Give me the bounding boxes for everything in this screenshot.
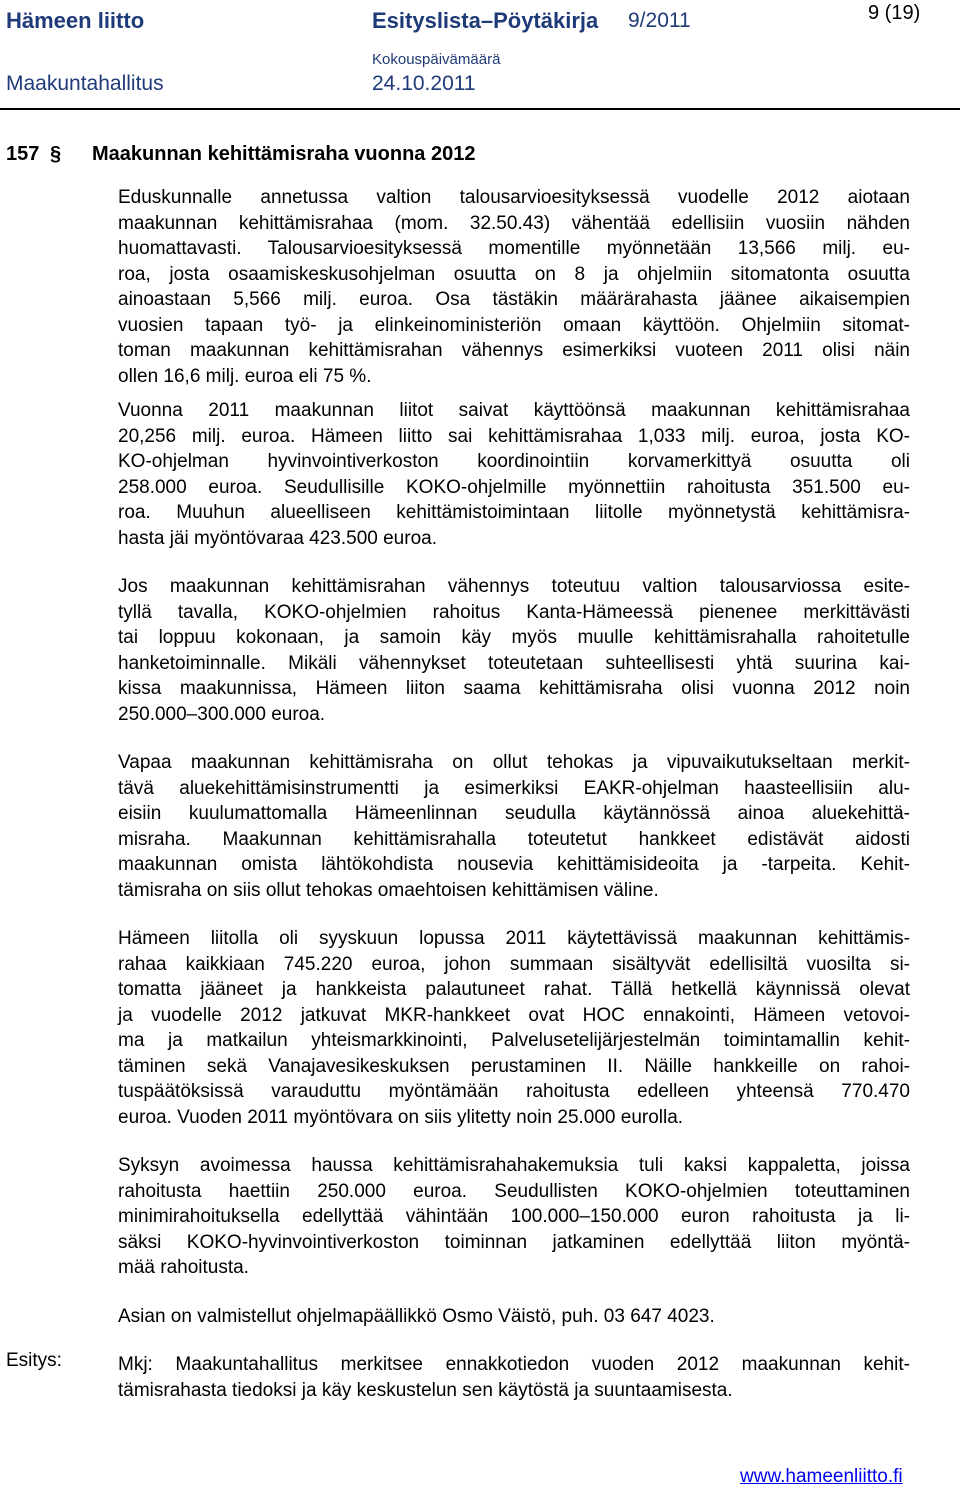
text-line: rahoitusta haettiin 250.000 euroa. Seudullisten KOKO-ohjelmien toteuttaminen: [118, 1180, 910, 1202]
text-line: maakunnan omista lähtökohdista nousevia kehittämisideoita ja -tarpeita. Kehit-: [118, 854, 910, 875]
paragraph-4: [118, 750, 910, 903]
text-line: ollen 16,6 milj. euroa eli 75 %.: [118, 365, 372, 387]
text-line: tämisraha on siis ollut tehokas omaehtoisen kehittämisen väline.: [118, 879, 659, 901]
text-line: maakunnan kehittämisrahaa (mom. 32.50.43) vähentää edellisiin vuosiin nähden: [118, 212, 910, 234]
paragraph-5: [118, 926, 910, 1130]
esitys-label: Esitys:: [6, 1350, 62, 1371]
text-line: tai loppuu kokonaan, ja samoin käy myös muulle kehittämisrahalla rahoitetulle: [118, 627, 910, 648]
text-line: misraha. Maakunnan kehittämisrahalla toteutetut hankkeet edistävät aidosti: [118, 828, 910, 850]
text-line: täminen sekä Vanajavesikeskuksen perustaminen II. Näille hankkeille on rahoi-: [118, 1055, 910, 1077]
text-line: Mkj: Maakuntahallitus merkitsee ennakkotiedon vuoden 2012 maakunnan kehit-: [118, 1354, 910, 1375]
text-line: ma ja matkailun yhteismarkkinointi, Palvelusetelijärjestelmän toimintamallin kehit-: [118, 1030, 910, 1051]
text-line: eisiin kuulumattomalla Hämeenlinnan seudulla käytännössä ainoa aluekehittä-: [118, 803, 910, 824]
section-number: 157: [6, 143, 40, 165]
page-number: 9 (19): [868, 2, 921, 24]
text-line: roa. Muuhun alueelliseen kehittämistoimintaan liitolle myönnetystä kehittämisra-: [118, 502, 910, 523]
text-line: minimirahoituksella edellyttää vähintään 100.000–150.000 euron rahoitusta ja li-: [118, 1206, 910, 1227]
text-line: roa, josta osaamiskeskusohjelman osuutta on 8 ja ohjelmiin sitomatonta osuutta: [118, 263, 910, 285]
text-line: 258.000 euroa. Seudullisille KOKO-ohjelmille myönnettiin rahoitusta 351.500 eu-: [118, 476, 910, 498]
text-line: tämisrahasta tiedoksi ja käy keskustelun sen käytöstä ja suuntaamisesta.: [118, 1379, 733, 1401]
text-line: huomattavasti. Talousarvioesityksessä momentille myönnetään 13,566 milj. eu-: [118, 238, 910, 259]
meeting-date: 24.10.2011: [372, 72, 476, 95]
text-line: hanketoiminnalle. Mikäli vähennykset toteutetaan suhteellisesti yhtä suurina kai-: [118, 652, 910, 674]
text-line: tomatta jääneet ja hankkeista palautuneet rahat. Tällä hetkellä käynnissä olevat: [118, 979, 910, 1000]
body-text: [118, 185, 910, 1403]
paragraph-1: [118, 185, 910, 389]
paragraph-3: [118, 574, 910, 727]
governing-body: Maakuntahallitus: [6, 72, 164, 95]
paragraph-6: [118, 1153, 910, 1281]
section-symbol: §: [50, 143, 62, 165]
text-line: Asian on valmistellut ohjelmapäällikkö Osmo Väistö, puh. 03 647 4023.: [118, 1305, 715, 1327]
text-line: tävä aluekehittämisinstrumentti ja esimerkiksi EAKR-ohjelman haasteellisiin alu-: [118, 777, 910, 799]
text-line: Vapaa maakunnan kehittämisraha on ollut tehokas ja vipuvaikutukseltaan merkit-: [118, 752, 910, 773]
text-line: tuspäätöksissä varauduttu myöntämään rahoitusta edelleen yhteensä 770.470: [118, 1081, 910, 1102]
document-number: 9/2011: [628, 9, 691, 32]
text-line: rahaa kaikkiaan 745.220 euroa, johon summaan sisältyvät edellisiltä vuosilta si-: [118, 953, 910, 975]
text-line: tyllä tavalla, KOKO-ohjelmien rahoitus Kanta-Hämeessä pienenee merkittävästi: [118, 601, 910, 623]
text-line: mää rahoitusta.: [118, 1257, 249, 1278]
organization-name: Hämeen liitto: [6, 8, 145, 33]
document-type: Esityslista–Pöytäkirja: [372, 8, 599, 33]
text-line: ainoastaan 5,566 milj. euroa. Osa tästäkin määrärahasta jäänee aikaisempien: [118, 289, 910, 310]
text-line: toman maakunnan kehittämisrahan vähennys esimerkiksi vuoteen 2011 olisi näin: [118, 340, 910, 361]
website-link[interactable]: www.hameenliitto.fi: [740, 1466, 903, 1487]
text-line: vuosien tapaan työ- ja elinkeinoministeriön omaan käyttöön. Ohjelmiin sitomat-: [118, 314, 910, 336]
text-line: säksi KOKO-hyvinvointiverkoston toiminnan jatkaminen edellyttää liiton myöntä-: [118, 1231, 910, 1253]
section-title: Maakunnan kehittämisraha vuonna 2012: [92, 143, 476, 165]
paragraph-2: [118, 398, 910, 551]
text-line: KO-ohjelman hyvinvointiverkoston koordinointiin korvamerkittyä osuutta oli: [118, 451, 910, 472]
text-line: euroa. Vuoden 2011 myöntövara on siis ylitetty noin 25.000 eurolla.: [118, 1106, 684, 1128]
preparer-note: [118, 1304, 910, 1330]
esitys-proposal: [118, 1352, 910, 1403]
text-line: Jos maakunnan kehittämisrahan vähennys toteutuu valtion talousarviossa esite-: [118, 576, 910, 597]
text-line: 20,256 milj. euroa. Hämeen liitto sai kehittämisrahaa 1,033 milj. euroa, josta KO-: [118, 425, 910, 447]
text-line: Hämeen liitolla oli syyskuun lopussa 2011 käytettävissä maakunnan kehittämis-: [118, 928, 910, 949]
text-line: Syksyn avoimessa haussa kehittämisrahahakemuksia tuli kaksi kappaletta, joissa: [118, 1155, 910, 1176]
text-line: kissa maakunnissa, Hämeen liiton saama kehittämisraha olisi vuonna 2012 noin: [118, 678, 910, 699]
text-line: 250.000–300.000 euroa.: [118, 703, 326, 725]
text-line: Eduskunnalle annetussa valtion talousarvioesityksessä vuodelle 2012 aiotaan: [118, 187, 910, 208]
text-line: ja vuodelle 2012 jatkuvat MKR-hankkeet ovat HOC ennakointi, Hämeen vetovoi-: [118, 1004, 910, 1026]
meeting-date-label: Kokouspäivämäärä: [372, 51, 501, 68]
text-line: Vuonna 2011 maakunnan liitot saivat käyttöönsä maakunnan kehittämisrahaa: [118, 400, 910, 421]
header-divider: [0, 108, 960, 110]
text-line: hasta jäi myöntövaraa 423.500 euroa.: [118, 527, 437, 549]
